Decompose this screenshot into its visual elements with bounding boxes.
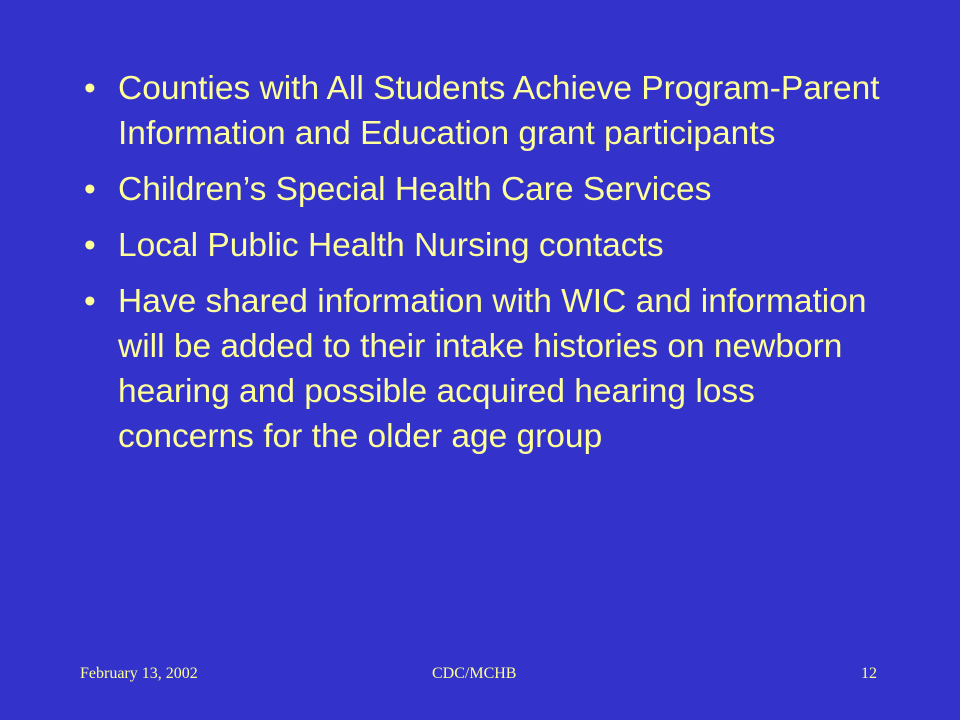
bullet-list <box>80 66 890 470</box>
bullet-icon: • <box>84 70 96 107</box>
bullet-icon: • <box>84 283 96 320</box>
bullet-item <box>80 167 890 212</box>
bullet-text: Counties with All Students Achieve Program-Parent Information and Education grant participants <box>118 70 880 152</box>
bullet-item <box>80 279 890 459</box>
bullet-text: Have shared information with WIC and information will be added to their intake histories on newborn hearing and possible acquired hearing loss concerns for the older age group <box>118 283 867 455</box>
bullet-icon: • <box>84 227 96 264</box>
bullet-text: Children’s Special Health Care Services <box>118 171 712 208</box>
bullet-item <box>80 66 890 156</box>
footer-page-number: 12 <box>861 665 877 682</box>
bullet-icon: • <box>84 171 96 208</box>
footer-date: February 13, 2002 <box>80 665 198 682</box>
footer-organization: CDC/MCHB <box>432 665 517 682</box>
bullet-text: Local Public Health Nursing contacts <box>118 227 664 264</box>
bullet-item <box>80 223 890 268</box>
